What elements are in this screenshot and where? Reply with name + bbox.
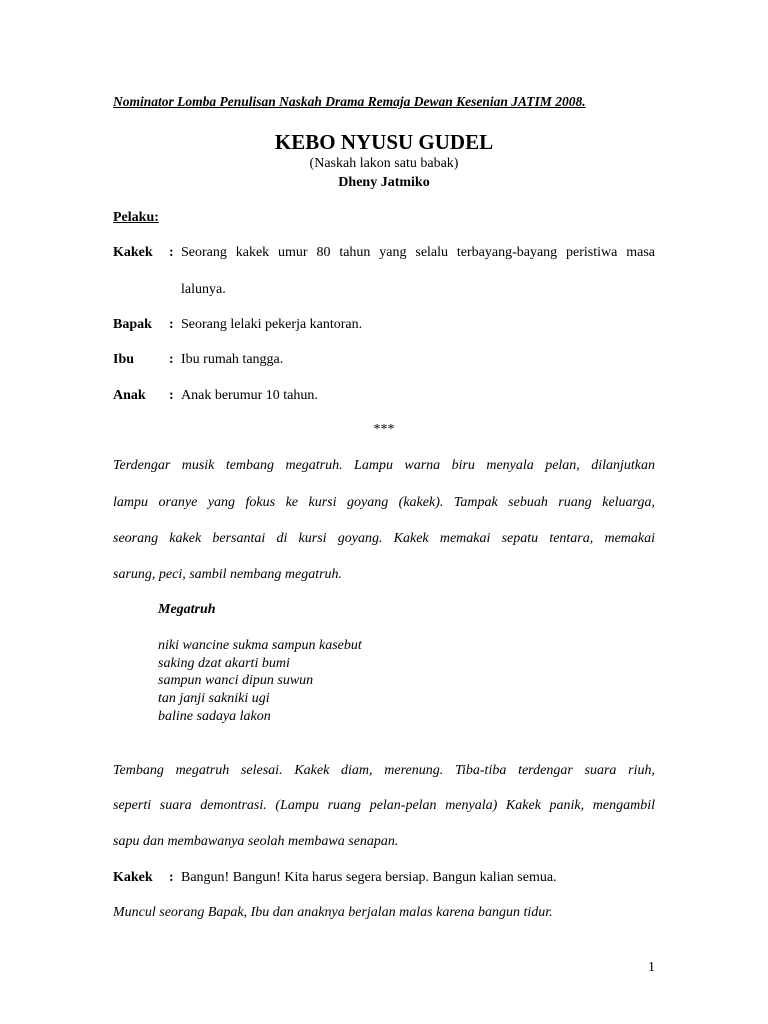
page-number: 1 bbox=[648, 960, 655, 975]
cast-name-anak: Anak bbox=[113, 388, 146, 403]
cast-desc-bapak: Seorang lelaki pekerja kantoran. bbox=[181, 317, 363, 332]
song-title: Megatruh bbox=[158, 602, 216, 617]
cast-name-ibu: Ibu bbox=[113, 352, 135, 367]
scene-separator: *** bbox=[373, 422, 395, 437]
dialogue-text: Bangun! Bangun! Kita harus segera bersiap. Bangun kalian semua. bbox=[181, 870, 557, 885]
cast-name-kakek: Kakek bbox=[113, 245, 153, 260]
song-lyric-line: sampun wanci dipun suwun bbox=[158, 673, 314, 688]
stage-direction-line: lampu oranye yang fokus ke kursi goyang (kakek). Tampak sebuah ruang keluarga, bbox=[113, 495, 655, 510]
cast-desc-kakek-line1: Seorang kakek umur 80 tahun yang selalu terbayang-bayang peristiwa masa bbox=[181, 245, 655, 260]
stage-direction-line: seorang kakek bersantai di kursi goyang. Kakek memakai sepatu tentara, memakai bbox=[113, 531, 655, 546]
cast-name-bapak: Bapak bbox=[113, 317, 152, 332]
dialogue-colon: : bbox=[169, 870, 174, 885]
cast-colon: : bbox=[169, 245, 174, 260]
stage-direction-line: seperti suara demontrasi. (Lampu ruang pelan-pelan menyala) Kakek panik, mengambil bbox=[113, 798, 655, 813]
stage-direction-line: sarung, peci, sambil nembang megatruh. bbox=[113, 567, 343, 582]
stage-direction-line: Tembang megatruh selesai. Kakek diam, merenung. Tiba-tiba terdengar suara riuh, bbox=[113, 763, 655, 778]
dialogue-speaker: Kakek bbox=[113, 870, 153, 885]
cast-desc-kakek-line2: lalunya. bbox=[181, 282, 226, 297]
stage-direction-line: Terdengar musik tembang megatruh. Lampu warna biru menyala pelan, dilanjutkan bbox=[113, 458, 655, 473]
song-lyric-line: tan janji sakniki ugi bbox=[158, 691, 270, 706]
play-title: KEBO NYUSU GUDEL bbox=[274, 130, 494, 154]
song-lyric-line: saking dzat akarti bumi bbox=[158, 656, 290, 671]
competition-note: Nominator Lomba Penulisan Naskah Drama Remaja Dewan Kesenian JATIM 2008. bbox=[113, 94, 586, 109]
song-lyric-line: baline sadaya lakon bbox=[158, 709, 271, 724]
stage-direction-line: Muncul seorang Bapak, Ibu dan anaknya berjalan malas karena bangun tidur. bbox=[113, 905, 553, 920]
song-lyric-line: niki wancine sukma sampun kasebut bbox=[158, 638, 362, 653]
cast-colon: : bbox=[169, 317, 174, 332]
play-subtitle: (Naskah lakon satu babak) bbox=[309, 156, 459, 171]
author-name: Dheny Jatmiko bbox=[338, 175, 430, 190]
cast-desc-anak: Anak berumur 10 tahun. bbox=[181, 388, 318, 403]
cast-colon: : bbox=[169, 388, 174, 403]
cast-heading: Pelaku: bbox=[113, 210, 159, 225]
cast-colon: : bbox=[169, 352, 174, 367]
cast-desc-ibu: Ibu rumah tangga. bbox=[181, 352, 284, 367]
stage-direction-line: sapu dan membawanya seolah membawa senapan. bbox=[113, 834, 399, 849]
